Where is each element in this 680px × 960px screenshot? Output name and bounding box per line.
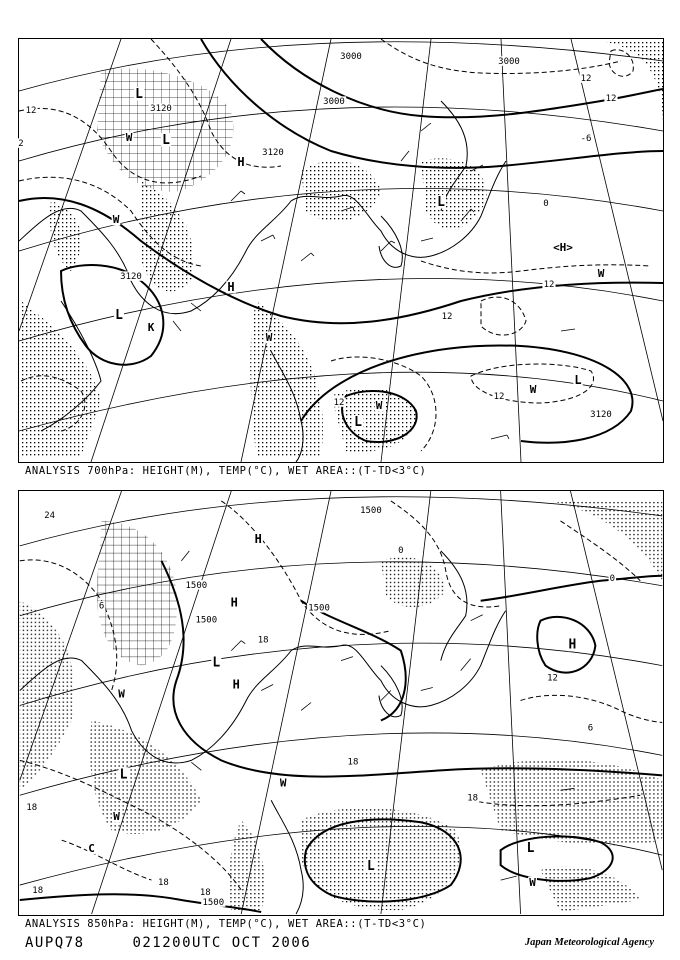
- contour-label-17: 6: [587, 723, 594, 734]
- contour-label-12: 18: [158, 878, 169, 889]
- contour-label-11: 0: [543, 199, 549, 209]
- contour-label-6: 6: [98, 601, 105, 612]
- pressure-label-3: H: [568, 637, 577, 653]
- contour-label-14: 12: [547, 673, 558, 684]
- chart-850hpa: [18, 490, 664, 916]
- pressure-label-4: K: [147, 321, 155, 334]
- pressure-label-8: L: [574, 373, 582, 387]
- pressure-label-7: L: [526, 841, 535, 857]
- pressure-label-11: W: [112, 213, 120, 226]
- pressure-label-4: L: [212, 655, 221, 671]
- pressure-label-13: W: [375, 399, 383, 412]
- pressure-label-11: W: [529, 876, 536, 890]
- contour-label-13: 12: [441, 312, 453, 322]
- pressure-label-1: H: [230, 595, 238, 610]
- pressure-label-2: H: [237, 155, 245, 169]
- contour-label-15: 12: [333, 398, 345, 408]
- contour-label-9: 18: [467, 793, 479, 804]
- contour-label-4: 3120: [590, 410, 612, 420]
- contour-label-2: 3120: [262, 148, 284, 158]
- contour-label-15: 0: [609, 573, 616, 584]
- contour-label-2: 1500: [195, 615, 218, 626]
- pressure-label-0: H: [254, 531, 262, 546]
- contour-label-10: 18: [26, 803, 38, 814]
- contour-label-3: 3120: [120, 272, 142, 282]
- map-700hpa-svg: [19, 39, 663, 462]
- product-id-line: [25, 935, 311, 951]
- pressure-label-3: L: [115, 308, 123, 323]
- contour-label-10: -6: [580, 134, 592, 144]
- pressure-label-10: W: [279, 776, 287, 790]
- pressure-label-5: L: [119, 767, 128, 783]
- pressure-label-1: L: [162, 133, 170, 148]
- contour-label-1: 3120: [150, 104, 172, 114]
- contour-label-12: 12: [543, 280, 555, 290]
- caption-700hpa: ANALYSIS 700hPa: HEIGHT(M), TEMP(°C), WET AREA::(T-TD<3°C): [25, 465, 427, 477]
- contour-label-8: 18: [347, 757, 359, 768]
- pressure-label-5: H: [227, 280, 235, 294]
- caption-850hpa: ANALYSIS 850hPa: HEIGHT(M), TEMP(°C), WET AREA::(T-TD<3°C): [25, 918, 427, 930]
- contour-label-16: 0: [398, 545, 404, 556]
- chart-700hpa: [18, 38, 664, 463]
- contour-label-0: 12: [25, 106, 37, 116]
- contour-label-3: 1500: [308, 603, 330, 614]
- pressure-label-10: W: [125, 131, 133, 144]
- contour-label-8: 12: [580, 74, 592, 84]
- product-id: AUPQ78: [25, 935, 85, 951]
- pressure-label-7: <H>: [553, 241, 573, 254]
- pressure-label-9: L: [354, 415, 362, 430]
- contour-label-13: 18: [199, 888, 211, 899]
- pressure-label-0: L: [135, 87, 143, 102]
- pressure-label-12: W: [265, 331, 273, 344]
- contour-label-14: 12: [493, 392, 505, 402]
- pressure-label-2: H: [232, 677, 240, 692]
- contour-label-11: 18: [32, 886, 44, 897]
- pressure-label-9: W: [113, 810, 120, 824]
- map-850hpa-svg: [19, 491, 663, 914]
- contour-label-6: 3000: [340, 52, 362, 62]
- contour-label-7: 18: [257, 635, 269, 646]
- pressure-label-15: W: [597, 267, 605, 280]
- contour-label-7: 3000: [498, 57, 520, 67]
- pressure-label-6: L: [367, 859, 375, 875]
- pressure-label-6: L: [437, 195, 445, 210]
- pressure-label-12: C: [88, 842, 95, 856]
- contour-label-1: 1500: [185, 580, 208, 591]
- agency-name: Japan Meteorological Agency: [524, 937, 654, 948]
- contour-label-4: 1500: [202, 898, 225, 909]
- contour-label-9: 12: [605, 94, 617, 104]
- pressure-label-14: W: [529, 383, 537, 396]
- contour-label-0: 24: [44, 510, 56, 521]
- contour-label-5: 3000: [323, 97, 345, 107]
- contour-label-16: 2: [18, 139, 24, 149]
- valid-time: 021200UTC OCT 2006: [132, 935, 312, 951]
- contour-label-5: 1500: [360, 505, 382, 516]
- pressure-label-8: W: [118, 687, 125, 701]
